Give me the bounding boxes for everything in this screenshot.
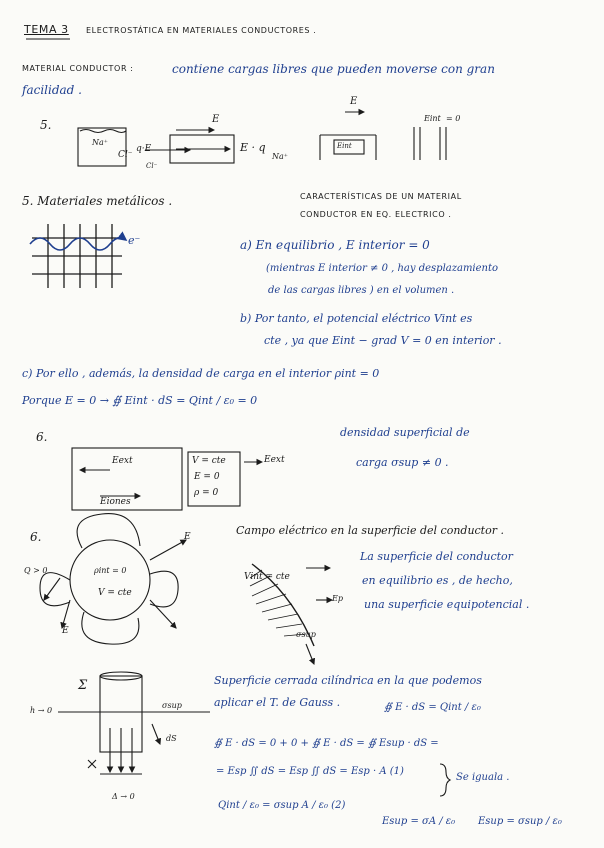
intro-line-2: facilidad .	[22, 83, 82, 97]
electron-label: e⁻	[128, 234, 141, 247]
fig4-number: 6.	[30, 530, 42, 544]
fig4-rho: ρint = 0	[94, 566, 127, 575]
surface-text-2: en equilibrio es , de hecho,	[362, 574, 513, 587]
point-c-2: Porque E = 0 → ∯ Eint · dS = Qint / ε₀ = 0	[22, 394, 258, 407]
fig1-na: Na⁺	[92, 138, 108, 147]
characteristics-heading-1: CARACTERÍSTICAS DE UN MATERIAL	[300, 192, 462, 201]
fig5-ds: dS	[166, 734, 177, 743]
fig1-number: 5.	[40, 118, 52, 132]
point-b-2: cte , ya que Eint − grad V = 0 en interior .	[264, 334, 502, 347]
point-c-1: c) Por ello , además, la densidad de carga en el interior ρint = 0	[22, 367, 380, 380]
fig1-einterior: Eint	[337, 142, 352, 150]
fig4-charge: Q > 0	[24, 566, 48, 575]
derivation-equal: Se iguala .	[456, 772, 510, 783]
fig5-delta: Δ → 0	[112, 792, 135, 801]
point-a-2: (mientras E interior ≠ 0 , hay desplazamiento	[266, 263, 499, 274]
derivation-1: ∯ E · dS = 0 + 0 + ∯ E · dS = ∯ Esup · dS =	[214, 738, 439, 749]
fig4-e-arrow: E	[184, 532, 191, 542]
gauss-surface-sigma: Σ	[78, 678, 88, 693]
fig3-e0: E = 0	[194, 472, 220, 482]
derivation-2: = Esp ∬ dS = Esp ∬ dS = Esp · A (1)	[216, 766, 404, 777]
fig4-sigma: σsup	[296, 630, 316, 639]
point-a-1: a) En equilibrio , E interior = 0	[240, 238, 430, 252]
surface-text-1: La superficie del conductor	[360, 550, 513, 563]
fig1-e: E	[212, 114, 220, 125]
fig4-ep: Ep	[332, 594, 343, 603]
characteristics-heading-2: CONDUCTOR EN EQ. ELECTRICO .	[300, 210, 452, 219]
title-number: TEMA 3	[24, 23, 69, 36]
surface-field-title: Campo eléctrico en la superficie del conductor .	[236, 524, 504, 537]
fig1-force-sub: Na⁺	[272, 152, 288, 161]
result-1: Esup = σA / ε₀	[382, 816, 456, 827]
fig3-eiones: Eiones	[100, 497, 131, 507]
fig1-q-sub: Cl⁻	[146, 162, 158, 170]
fig1-eint: Eint	[424, 114, 441, 123]
intro-heading: MATERIAL CONDUCTOR :	[22, 64, 134, 73]
fig1-eint-eq: = 0	[446, 114, 461, 123]
density-text-1: densidad superficial de	[340, 426, 470, 439]
fig1-e2: E	[350, 96, 358, 107]
fig4-vint: Vint = cte	[244, 572, 290, 582]
gauss-text-1: Superficie cerrada cilíndrica en la que podemos	[214, 674, 482, 687]
fig5-gsup: σsup	[162, 701, 182, 710]
gauss-law: ∯ E · dS = Qint / ε₀	[384, 702, 481, 713]
surface-text-3: una superficie equipotencial .	[364, 598, 530, 611]
fig3-v: V = cte	[192, 456, 226, 466]
fig5-h: h → 0	[30, 706, 53, 715]
fig1-cl: Cl⁻	[118, 150, 133, 160]
page-title: ELECTROSTÁTICA EN MATERIALES CONDUCTORES .	[86, 26, 317, 35]
fig3-number: 6.	[36, 430, 48, 444]
fig3-rho: ρ = 0	[194, 488, 219, 498]
fig4-e2: E	[62, 626, 69, 636]
fig1-qe: q·E	[136, 144, 152, 154]
fig3-eext2: Eext	[264, 455, 285, 465]
gauss-text-2: aplicar el T. de Gauss .	[214, 696, 341, 709]
fig1-force: E · q	[240, 141, 266, 154]
point-a-3: de las cargas libres ) en el volumen .	[268, 285, 455, 296]
fig4-v: V = cte	[98, 588, 132, 598]
fig3-eext: Eext	[112, 456, 133, 466]
derivation-3: Qint / ε₀ = σsup A / ε₀ (2)	[218, 800, 346, 811]
intro-line-1: contiene cargas libres que pueden moverse con gran	[172, 62, 495, 76]
result-2: Esup = σsup / ε₀	[478, 816, 562, 827]
point-b-1: b) Por tanto, el potencial eléctrico Vint es	[240, 312, 473, 325]
metals-heading: 5. Materiales metálicos .	[22, 194, 173, 208]
density-text-2: carga σsup ≠ 0 .	[356, 456, 449, 469]
